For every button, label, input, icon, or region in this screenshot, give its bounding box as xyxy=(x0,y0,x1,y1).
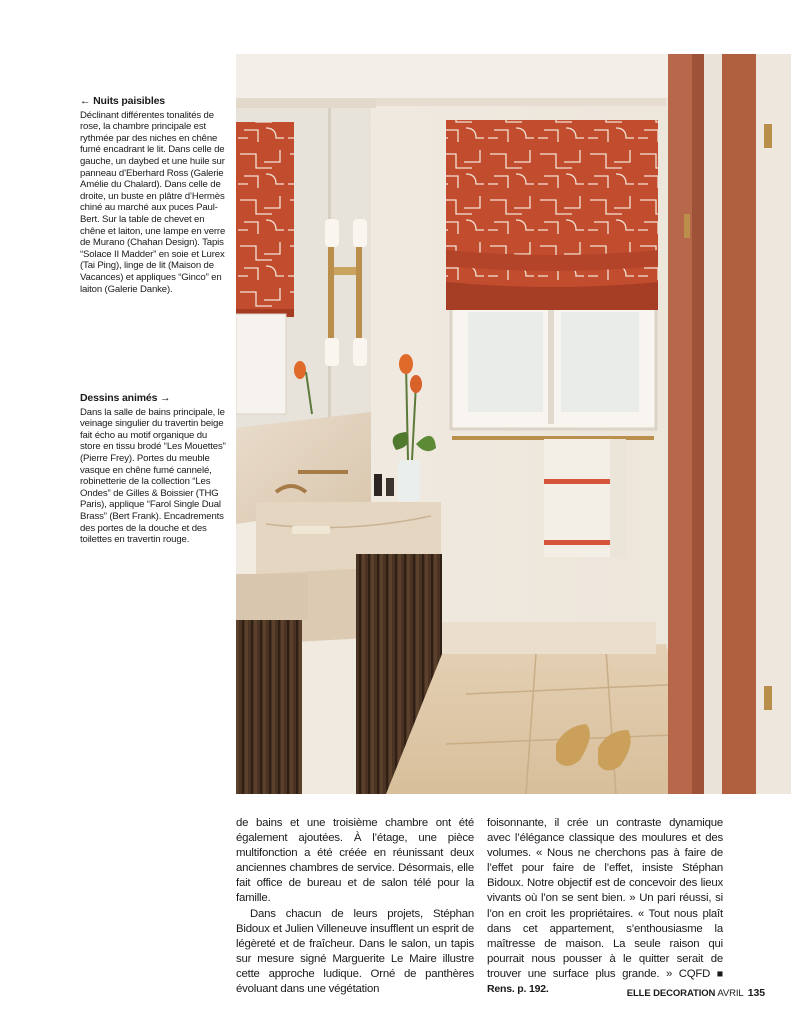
caption-dessins-animes xyxy=(80,393,228,546)
issue-month: AVRIL xyxy=(717,988,744,999)
body-column-2 xyxy=(487,816,723,997)
caption-text: Dans la salle de bains principale, le veinage singulier du travertin beige fait écho au motif organique du store en tissu brodé “Les Mouettes” (Pierre Frey). Portes du meuble vasque en chêne fumé cannelé, robinetterie de la collection “Les Ondes” de Gilles & Boissier (THG Paris), applique “Farol Single Dual Brass” (Bert Frank). Encadrements des portes de la douche et des toilettes en travertin rouge. xyxy=(80,406,226,546)
body-paragraph: Dans chacun de leurs projets, Stéphan Bidoux et Julien Villeneuve insufflent un esprit de légèreté et de fraîcheur. Dans le salon, un tapis sur mesure signé Marguerite Le Maire illustre cette approche ludique. Orné de panthères évoluant dans une végétation xyxy=(236,907,474,996)
page-number: 135 xyxy=(747,987,765,999)
bathroom-photo xyxy=(236,54,791,794)
caption-heading: Dessins animés → xyxy=(80,392,171,404)
sources-reference: ■ Rens. p. 192. xyxy=(487,967,724,996)
body-paragraph xyxy=(487,816,723,997)
body-text: foisonnante, il crée un contraste dynamique avec l’élégance classique des moulures et des volumes. « Nous ne cherchons pas à faire de l’effet pour faire de l’effet, insiste Stéphan Bidoux. Notre objectif est de concevoir des lieux vivants où l’on se sent bien. » Un pari réussi, si l’on en croit les propriétaires. « Tout nous plaît dans cet appartement, s’enthousiasme la maîtresse de maison. La seule raison qui pourrait nous pousser à le quitter serait de trouver une surface plus grande. » CQFD xyxy=(487,817,723,980)
page-footer xyxy=(627,987,765,999)
magazine-name: ELLE DECORATION xyxy=(626,988,716,999)
body-paragraph: de bains et une troisième chambre ont été également ajoutées. À l’étage, une pièce multifonction a été créée en réunissant deux anciennes chambres de service. Désormais, elle fait office de bureau et de salon télé pour la famille. xyxy=(236,817,474,905)
caption-nuits-paisibles xyxy=(80,96,228,295)
body-column-1 xyxy=(236,816,474,997)
caption-text: Déclinant différentes tonalités de rose, la chambre principale est rythmée par des niches en chêne fumé encadrant le lit. Dans celle de gauche, un daybed et une huile sur panneau d’Eberhard Ross (Galerie Amélie du Chalard). Dans celle de droite, un buste en plâtre d’Hermès chiné au marché aux puces Paul-Bert. Sur la table de chevet en chêne et laiton, une lampe en verre de Murano (Chahan Design). Tapis “Solace II Madder” en soie et Lurex (Tai Ping), linge de lit (Maison de Vacances) et appliques “Ginco” en laiton (Galerie Danke). xyxy=(80,109,226,295)
caption-heading: ← Nuits paisibles xyxy=(80,95,165,107)
